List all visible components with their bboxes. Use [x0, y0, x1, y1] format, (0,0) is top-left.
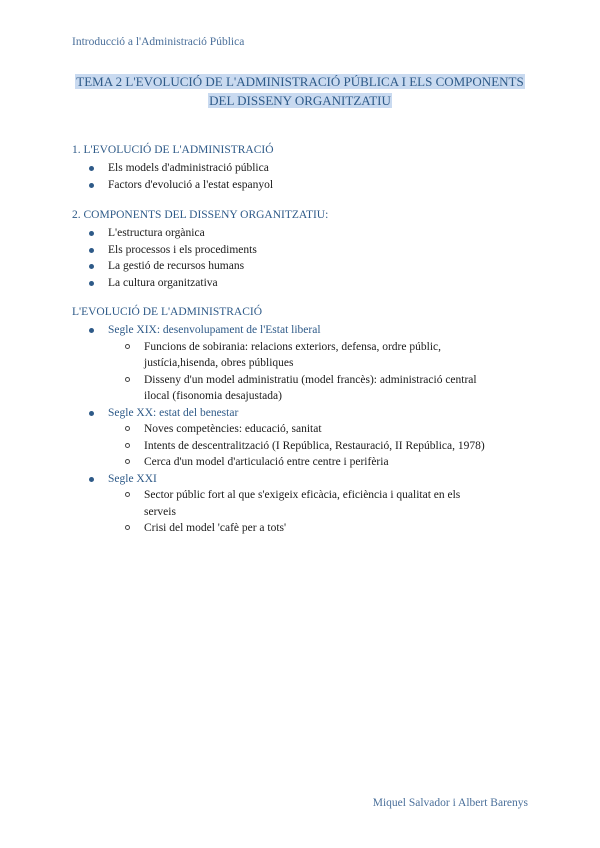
group-label: Segle XXI — [108, 472, 157, 485]
section-heading-3: L'EVOLUCIÓ DE L'ADMINISTRACIÓ — [72, 306, 263, 318]
sublist-item: Intents de descentralització (I República, Restauració, II República, 1978) — [108, 438, 528, 455]
list-item-segle-xxi — [72, 471, 528, 537]
page-header: Introducció a l'Administració Pública — [72, 36, 245, 48]
sublist-item: Sector públic fort al que s'exigeix eficàcia, eficiència i qualitat en els serveis — [108, 487, 528, 520]
sublist — [108, 487, 528, 537]
list-item: Factors d'evolució a l'estat espanyol — [72, 177, 528, 194]
document-title — [72, 72, 528, 110]
sublist — [108, 421, 528, 471]
list-item: Els processos i els procediments — [72, 242, 528, 259]
sublist — [108, 339, 528, 405]
section-1-list — [72, 160, 528, 193]
sublist-item: Funcions de sobirania: relacions exteriors, defensa, ordre públic, justícia,hisenda, obres públiques — [108, 339, 528, 372]
sublist-item: Disseny d'un model administratiu (model francès): administració central ilocal (fisonomia desajustada) — [108, 372, 528, 405]
page-footer: Miquel Salvador i Albert Barenys — [372, 797, 528, 809]
section-3-list — [72, 322, 528, 537]
list-item-segle-xx — [72, 405, 528, 471]
list-item: La gestió de recursos humans — [72, 258, 528, 275]
sublist-item: Cerca d'un model d'articulació entre centre i perifèria — [108, 454, 528, 471]
group-label: Segle XIX: desenvolupament de l'Estat liberal — [108, 324, 321, 336]
section-heading-1: 1. L'EVOLUCIÓ DE L'ADMINISTRACIÓ — [72, 144, 274, 156]
sublist-item: Noves competències: educació, sanitat — [108, 421, 528, 438]
list-item: Els models d'administració pública — [72, 160, 528, 177]
title-line-1: TEMA 2 L'EVOLUCIÓ DE L'ADMINISTRACIÓ PÚBLICA I ELS COMPONENTS — [76, 74, 524, 89]
list-item: La cultura organitzativa — [72, 275, 528, 292]
list-item-segle-xix — [72, 322, 528, 405]
sublist-item: Crisi del model 'cafè per a tots' — [108, 520, 528, 537]
group-label: Segle XX: estat del benestar — [108, 406, 239, 419]
list-item: L'estructura orgànica — [72, 225, 528, 242]
section-2-list — [72, 225, 528, 291]
title-line-2: DEL DISSENY ORGANITZATIU — [209, 93, 391, 108]
section-heading-2: 2. COMPONENTS DEL DISSENY ORGANITZATIU: — [72, 209, 329, 221]
